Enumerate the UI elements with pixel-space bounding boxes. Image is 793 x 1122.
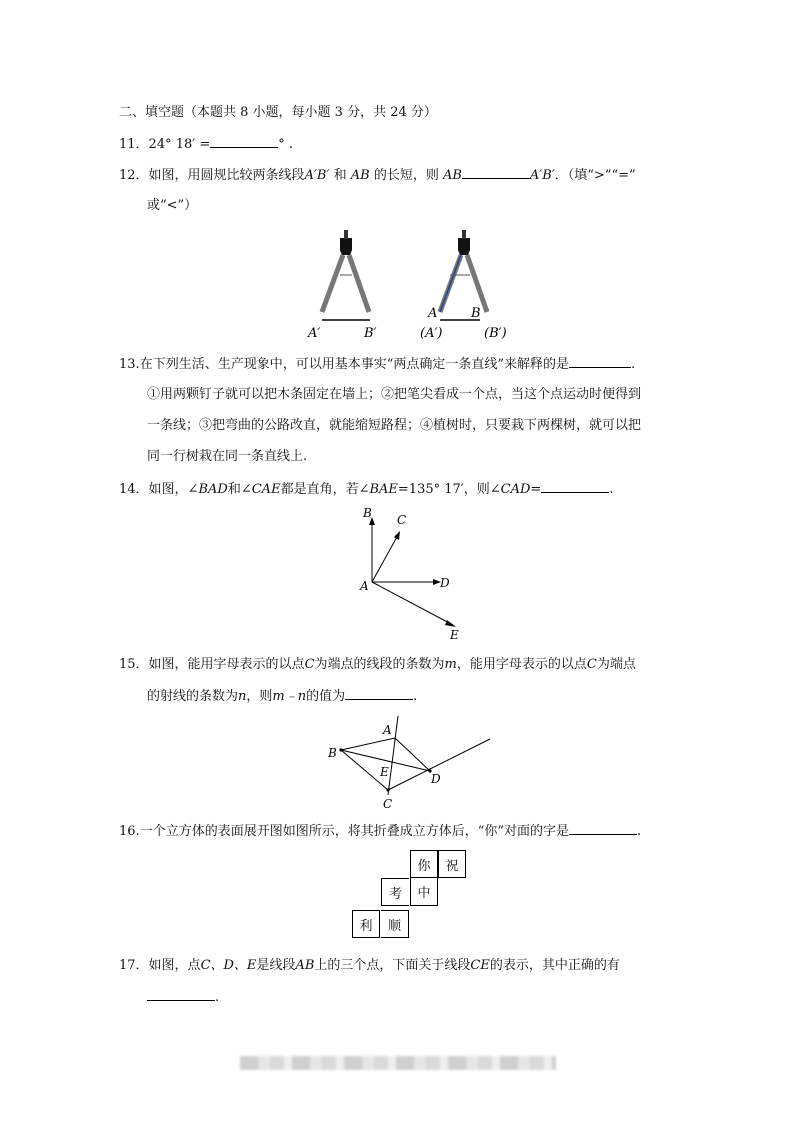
label-b-prime-paren: (B′) [484, 326, 507, 341]
q13-end: . [630, 357, 636, 372]
q14-text-b: 和 [227, 482, 241, 497]
net-cell: 你 [410, 850, 438, 878]
q17-seg-ce: CE [470, 958, 490, 973]
q11-number: 11． [119, 137, 149, 152]
label-b-prime: B′ [364, 326, 377, 341]
q14-text-a: 如图， [148, 482, 188, 497]
section-header: 二、填空题（本题共 8 小题，每小题 3 分，共 24 分） [119, 105, 437, 120]
q17-end: . [215, 990, 220, 1005]
q14-angle-cad: ∠CAD [489, 482, 531, 497]
q14-angle-bae: ∠BAE [358, 482, 398, 497]
net-cell: 利 [352, 910, 380, 938]
q17-text-d: 的表示，其中正确的有 [489, 958, 620, 973]
q17-text-a: 如图，点 [148, 958, 201, 973]
q14-angle-cae: ∠CAE [240, 482, 281, 497]
q16-answer-blank[interactable] [569, 822, 637, 835]
q12-seg-ab-2: AB [442, 168, 462, 183]
q14-label-e: E [450, 628, 459, 642]
net-cell: 顺 [381, 910, 409, 938]
q13-line4: 同一行树栽在同一条直线上. [147, 449, 308, 464]
q12-number: 12． [119, 168, 149, 183]
q17-number: 17． [119, 958, 149, 973]
q16-text: 一个立方体的表面展开图如图所示，将其折叠成立方体后，“你”对面的字是 [139, 824, 569, 839]
q15-end: . [413, 689, 418, 704]
q15-var-m: m [444, 657, 457, 672]
label-a: A [428, 306, 438, 321]
q15-expr: m﹣n [272, 689, 307, 704]
q12-text-compare: 的长短，则 [373, 168, 439, 183]
q15-text-d: 为端点 [596, 657, 636, 672]
q14-angle-bad: ∠BAD [187, 482, 228, 497]
q15-answer-blank[interactable] [345, 687, 413, 700]
label-b: B [471, 306, 481, 321]
q14-label-a: A [360, 579, 369, 593]
q14-number: 14． [119, 482, 149, 497]
q11-text-a: 24° 18′ = [148, 137, 211, 152]
blurred-footer [240, 1056, 556, 1070]
q17-text-b: 是线段 [256, 958, 296, 973]
q15-segment-figure [325, 712, 495, 812]
q13-line2: ①用两颗钉子就可以把木条固定在墙上；②把笔尖看成一个点，当这个点运动时便得到 [147, 387, 642, 402]
q17-seg-ab: AB [295, 958, 315, 973]
question-16 [119, 822, 641, 841]
q13-answer-blank[interactable] [569, 355, 631, 368]
q12-compass-figure [300, 230, 540, 345]
q15-label-d: D [431, 772, 441, 786]
q15-label-e: E [380, 765, 389, 779]
q17-points: C、D、E [200, 958, 257, 973]
q15-number: 15． [119, 657, 149, 672]
q14-text-c: 都是直角，若 [280, 482, 359, 497]
q15-text-a: 如图，能用字母表示的以点 [148, 657, 305, 672]
question-13 [119, 355, 635, 374]
q13-number: 13. [119, 357, 140, 372]
q12-seg-a-prime-b-prime: A′B′ [304, 168, 330, 183]
q17-answer-blank[interactable] [147, 988, 215, 1001]
compass-left-icon [322, 230, 370, 320]
q15-label-a: A [383, 723, 392, 737]
q14-answer-blank[interactable] [541, 480, 609, 493]
label-a-prime-paren: (A′) [420, 326, 443, 341]
net-cell: 中 [410, 878, 438, 906]
q12-line2: 或“<”） [147, 198, 198, 213]
question-17 [119, 957, 620, 975]
q11-text-b: ° . [278, 137, 294, 152]
label-a-prime: A′ [308, 326, 321, 341]
q14-text-e: = [530, 482, 542, 497]
net-cell: 祝 [438, 850, 466, 878]
q15-text-e: 的射线的条数为 [147, 689, 239, 704]
q15-label-c: C [383, 797, 393, 811]
q13-text: 在下列生活、生产现象中，可以用基本事实“两点确定一条直线”来解释的是 [139, 357, 569, 372]
q11-answer-blank[interactable] [210, 135, 278, 148]
q16-number: 16. [119, 824, 140, 839]
q17-line2 [147, 988, 219, 1007]
q16-end: . [636, 824, 642, 839]
q15-text-b: 为端点的线段的条数为 [314, 657, 445, 672]
q14-end: . [609, 482, 614, 497]
q14-text-d: =135° 17′，则 [397, 482, 490, 497]
question-11 [119, 135, 293, 154]
q12-seg-a-prime-b-prime-2: A′B′ [529, 168, 555, 183]
q12-answer-blank[interactable] [462, 166, 530, 179]
net-cell: 考 [381, 878, 409, 906]
q14-label-c: C [397, 513, 407, 527]
q15-var-n: n [238, 689, 247, 704]
question-15 [119, 656, 636, 674]
q15-text-f: ，则 [246, 689, 273, 704]
q15-text-c: ，能用字母表示的以点 [456, 657, 587, 672]
q12-text-fill: ．（填“>”“=” [554, 168, 636, 183]
question-14 [119, 480, 613, 499]
question-12 [119, 166, 636, 185]
q15-point-c: C [304, 657, 315, 672]
q14-label-d: D [440, 576, 450, 590]
q15-point-c-2: C [586, 657, 597, 672]
q12-text-and: 和 [333, 168, 347, 183]
q14-angle-figure [355, 505, 475, 645]
q15-line2 [147, 687, 417, 706]
q17-text-c: 上的三个点，下面关于线段 [314, 958, 471, 973]
q13-line3: 一条线；③把弯曲的公路改直，就能缩短路程；④植树时，只要栽下两棵树，就可以把 [147, 418, 642, 433]
q15-label-b: B [328, 746, 337, 760]
q12-text: 如图，用圆规比较两条线段 [148, 168, 305, 183]
q15-text-g: 的值为 [306, 689, 346, 704]
q14-label-b: B [363, 506, 372, 520]
q12-seg-ab: AB [350, 168, 370, 183]
